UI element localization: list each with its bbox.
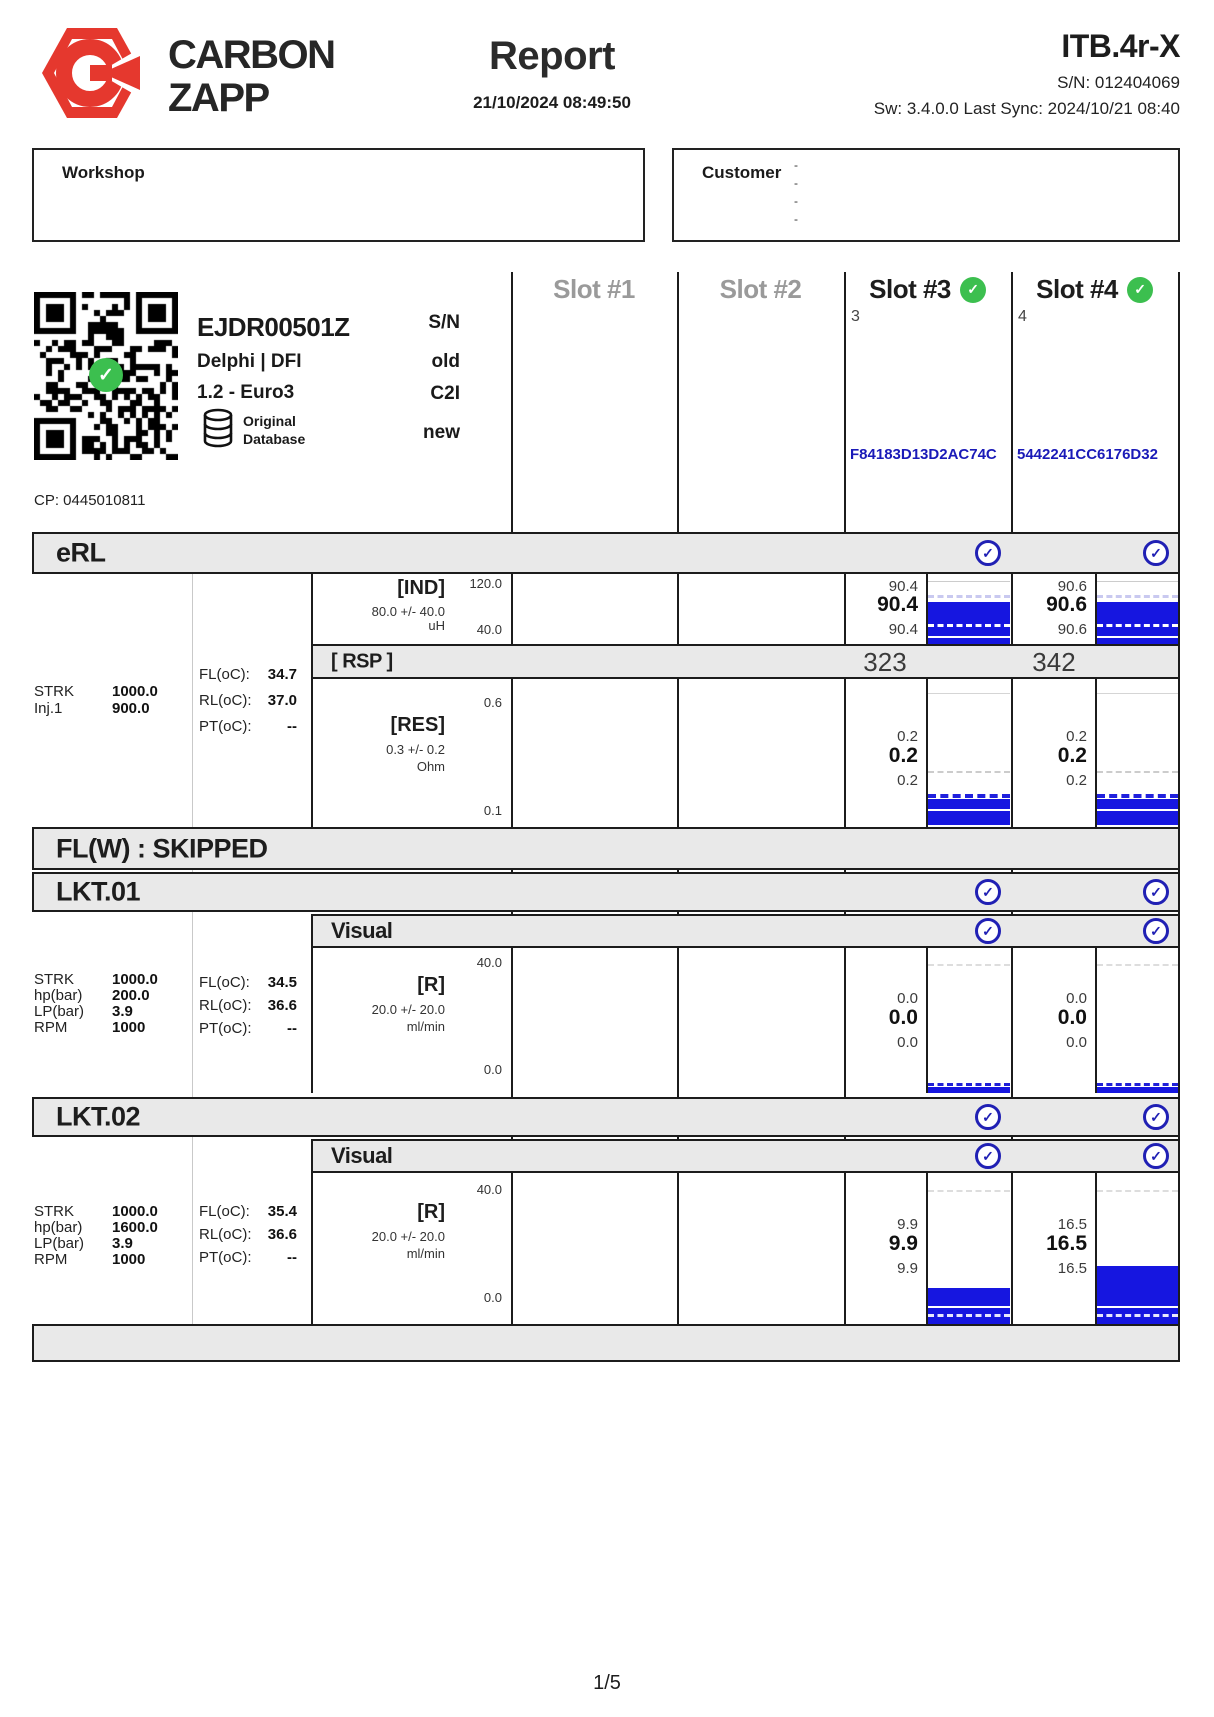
label-sn: S/N [428, 312, 460, 333]
lkt01-r-axis-bottom: 0.0 [483, 1062, 502, 1077]
lkt02-r-axis-top: 40.0 [476, 1182, 502, 1197]
lkt02-s3-max: 9.9 [897, 1216, 918, 1233]
ind-s4-min: 90.6 [1057, 621, 1087, 638]
res-s3-bar [928, 679, 1010, 825]
slot-2-label: Slot #2 [719, 274, 802, 304]
lkt02-r-label: [R] [417, 1201, 445, 1223]
lkt02-temp-value: -- [287, 1249, 297, 1266]
lkt02-param-value: 3.9 [112, 1235, 133, 1252]
ind-axis-bottom: 40.0 [476, 622, 502, 637]
lkt01-visual-band [311, 914, 1180, 948]
lkt02-visual-slot4-check-icon: ✓ [1143, 1143, 1169, 1169]
injector-code: EJDR00501Z [197, 312, 350, 342]
slot-1-label: Slot #1 [553, 274, 635, 304]
lkt02-param-label: hp(bar) [34, 1219, 83, 1236]
lkt01-param-label: LP(bar) [34, 1003, 85, 1020]
section-erl-header [32, 532, 1180, 574]
ind-s4-bar [1097, 574, 1178, 644]
lkt01-param-label: RPM [34, 1019, 68, 1036]
lkt01-slot3-check-icon: ✓ [975, 879, 1001, 905]
slot-4-label: Slot #4 [1036, 274, 1118, 304]
lkt02-visual-label: Visual [331, 1143, 393, 1168]
device-serial: S/N: 012404069 [1057, 73, 1180, 92]
lkt01-s3-max: 0.0 [897, 990, 918, 1007]
lkt01-r-tolerance: 20.0 +/- 20.0 [371, 1002, 445, 1017]
lkt01-visual-label: Visual [331, 918, 393, 943]
device-info-block [680, 28, 1180, 119]
ind-s4-max: 90.6 [1057, 578, 1087, 595]
ind-s4-avg: 90.6 [1046, 593, 1087, 616]
page-number: 1/5 [593, 1672, 621, 1694]
lkt02-visual-slot3-check-icon: ✓ [975, 1143, 1001, 1169]
lkt01-visual-slot3-check-icon: ✓ [975, 918, 1001, 944]
brand-logo-icon [40, 26, 144, 120]
lkt02-slot3-check-icon: ✓ [975, 1104, 1001, 1130]
erl-temp-label: RL(oC): [199, 692, 252, 709]
workshop-label: Workshop [62, 163, 145, 182]
lkt02-temp-value: 35.4 [267, 1203, 297, 1220]
lkt01-r-axis-top: 40.0 [476, 955, 502, 970]
erl-temp-value: 37.0 [267, 692, 297, 709]
slot-4-pass-icon: ✓ [1127, 277, 1153, 303]
res-test-label: [RES] [390, 714, 445, 736]
lkt02-param-label: LP(bar) [34, 1235, 85, 1252]
lkt02-temp-label: RL(oC): [199, 1226, 252, 1243]
erl-param-value: 900.0 [112, 700, 150, 717]
label-old: old [431, 351, 460, 372]
lkt01-s3-avg: 0.0 [888, 1006, 918, 1029]
database-label-line1: Original [243, 413, 296, 429]
rsp-label: [ RSP ] [331, 650, 393, 672]
section-lkt02-header [32, 1097, 1180, 1137]
section-lkt02-title: LKT.02 [56, 1101, 141, 1132]
lkt01-param-value: 200.0 [112, 987, 150, 1004]
res-axis-bottom: 0.1 [483, 803, 502, 818]
report-title-block [402, 34, 702, 113]
device-model: ITB.4r-X [1061, 28, 1180, 64]
customer-detail-line: - [794, 176, 798, 190]
lkt01-r-unit: ml/min [406, 1019, 445, 1034]
erl-temp-label: FL(oC): [199, 666, 250, 683]
erl-param-label: Inj.1 [34, 700, 63, 717]
lkt02-r-tolerance: 20.0 +/- 20.0 [371, 1229, 445, 1244]
lkt01-temp-label: PT(oC): [199, 1020, 252, 1037]
lkt02-param-value: 1000.0 [112, 1203, 158, 1220]
res-s4-bar [1097, 679, 1178, 825]
slot-4-number: 4 [1018, 308, 1027, 325]
device-sw-sync: Sw: 3.4.0.0 Last Sync: 2024/10/21 08:40 [873, 99, 1180, 118]
section-lkt01-header [32, 872, 1180, 912]
injector-brand: Delphi | DFI [197, 351, 302, 372]
res-unit: Ohm [416, 759, 445, 774]
lkt01-temp-value: -- [287, 1020, 297, 1037]
lkt01-s4-avg: 0.0 [1057, 1006, 1087, 1029]
res-s4-avg: 0.2 [1057, 744, 1087, 767]
slot-3-crc: F84183D13D2AC74C [850, 446, 997, 463]
brand-line-2: ZAPP [168, 76, 269, 120]
ind-s3-bar [928, 574, 1010, 644]
slot-1-header [511, 274, 677, 305]
erl-temp-label: PT(oC): [199, 718, 252, 735]
erl-temp-value: -- [287, 718, 297, 735]
res-axis-top: 0.6 [483, 695, 502, 710]
lkt02-s3-avg: 9.9 [888, 1232, 918, 1255]
lkt01-s4-bar [1097, 948, 1178, 1093]
slot-3-label: Slot #3 [869, 274, 951, 304]
injector-family: 1.2 - Euro3 [197, 382, 295, 403]
brand-line-1: CARBON [168, 33, 335, 77]
ind-s3-min: 90.4 [888, 621, 918, 638]
lkt01-param-value: 1000 [112, 1019, 146, 1036]
erl-temp-value: 34.7 [267, 666, 297, 683]
lkt02-temp-label: PT(oC): [199, 1249, 252, 1266]
database-icon [201, 408, 235, 453]
ind-s3-avg: 90.4 [877, 593, 918, 616]
lkt02-r-unit: ml/min [406, 1246, 445, 1261]
lkt02-param-value: 1000 [112, 1251, 146, 1268]
rsp-value-slot4: 342 [1032, 647, 1076, 677]
res-s3-max: 0.2 [897, 728, 918, 745]
erl-param-value: 1000.0 [112, 683, 158, 700]
lkt02-s4-bar [1097, 1173, 1178, 1324]
lkt02-s4-avg: 16.5 [1046, 1232, 1087, 1255]
lkt02-temp-value: 36.6 [267, 1226, 297, 1243]
label-new: new [423, 422, 460, 443]
section-flw-title: FL(W) : SKIPPED [56, 833, 268, 863]
lkt01-s4-min: 0.0 [1066, 1034, 1087, 1051]
injector-column-labels [330, 312, 460, 444]
lkt02-r-axis-bottom: 0.0 [483, 1290, 502, 1305]
qr-verified-icon: ✓ [89, 358, 123, 392]
database-label-line2: Database [243, 431, 306, 447]
rsp-value-slot3: 323 [863, 647, 907, 677]
lkt02-param-value: 1600.0 [112, 1219, 158, 1236]
slot-3-header [844, 274, 1011, 305]
lkt02-temp-label: FL(oC): [199, 1203, 250, 1220]
lkt01-temp-label: FL(oC): [199, 974, 250, 991]
lkt01-param-label: STRK [34, 971, 75, 988]
customer-label: Customer [702, 163, 782, 182]
label-c2i: C2I [430, 383, 460, 404]
lkt01-param-label: hp(bar) [34, 987, 83, 1004]
ind-tolerance: 80.0 +/- 40.0 [371, 604, 445, 619]
database-label [243, 412, 305, 448]
ind-axis-top: 120.0 [469, 576, 502, 591]
slot-2-header [677, 274, 844, 305]
erl-slot3-check-icon: ✓ [975, 540, 1001, 566]
report-datetime: 21/10/2024 08:49:50 [473, 93, 631, 112]
customer-details [794, 156, 798, 228]
res-s4-max: 0.2 [1066, 728, 1087, 745]
lkt02-s4-min: 16.5 [1057, 1260, 1087, 1277]
lkt02-s3-min: 9.9 [897, 1260, 918, 1277]
page-title: Report [489, 34, 615, 78]
lkt01-s3-bar [928, 948, 1010, 1093]
res-tolerance: 0.3 +/- 0.2 [386, 742, 445, 757]
workshop-box [32, 148, 645, 242]
slot-4-crc: 5442241CC6176D32 [1017, 446, 1158, 463]
slot-3-pass-icon: ✓ [960, 277, 986, 303]
lkt01-temp-value: 34.5 [267, 974, 297, 991]
erl-slot4-check-icon: ✓ [1143, 540, 1169, 566]
grid-line-light [192, 574, 193, 827]
slot-3-number: 3 [851, 308, 860, 325]
section-erl-title: eRL [56, 537, 106, 568]
ind-unit: uH [428, 618, 445, 633]
lkt01-s4-max: 0.0 [1066, 990, 1087, 1007]
lkt02-slot4-check-icon: ✓ [1143, 1104, 1169, 1130]
section-flw-header [32, 827, 1180, 870]
customer-detail-line: - [794, 158, 798, 172]
brand-name [168, 34, 335, 120]
section-lkt01-title: LKT.01 [56, 876, 141, 907]
injector-cp: CP: 0445010811 [34, 492, 146, 509]
lkt02-param-label: RPM [34, 1251, 68, 1268]
lkt01-temp-value: 36.6 [267, 997, 297, 1014]
customer-box [672, 148, 1180, 242]
lkt01-param-value: 1000.0 [112, 971, 158, 988]
res-s3-avg: 0.2 [888, 744, 918, 767]
lkt01-param-value: 3.9 [112, 1003, 133, 1020]
lkt01-r-label: [R] [417, 974, 445, 996]
lkt01-slot4-check-icon: ✓ [1143, 879, 1169, 905]
table-bottom-band [32, 1324, 1180, 1362]
res-s4-min: 0.2 [1066, 772, 1087, 789]
erl-param-label: STRK [34, 683, 75, 700]
lkt02-visual-band [311, 1139, 1180, 1173]
lkt02-s4-max: 16.5 [1057, 1216, 1087, 1233]
customer-detail-line: - [794, 194, 798, 208]
ind-test-label: [IND] [397, 577, 445, 599]
res-s3-min: 0.2 [897, 772, 918, 789]
ind-s3-max: 90.4 [888, 578, 918, 595]
slot-4-header [1011, 274, 1178, 305]
lkt01-temp-label: RL(oC): [199, 997, 252, 1014]
lkt01-s3-min: 0.0 [897, 1034, 918, 1051]
lkt02-param-label: STRK [34, 1203, 75, 1220]
lkt02-s3-bar [928, 1173, 1010, 1324]
customer-detail-line: - [794, 212, 798, 226]
lkt01-visual-slot4-check-icon: ✓ [1143, 918, 1169, 944]
